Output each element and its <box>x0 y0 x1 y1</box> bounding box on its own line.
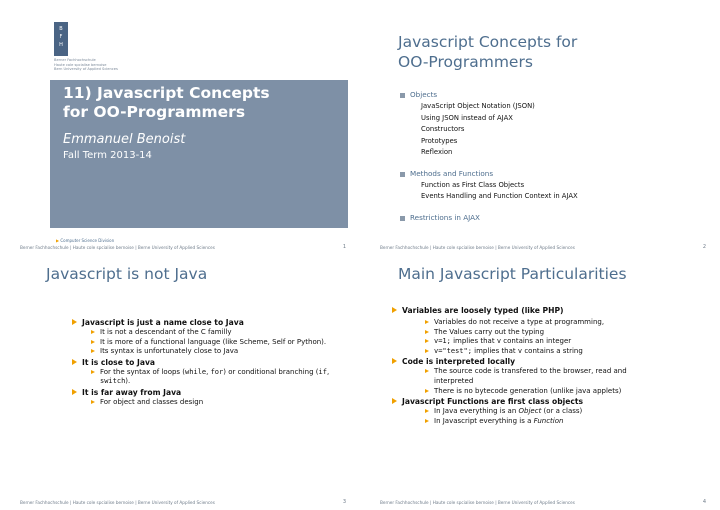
sub-bullet: There is no bytecode generation (unlike java applets) <box>434 387 649 397</box>
text-run: ) or conditional branching ( <box>223 367 319 376</box>
slide-title <box>0 0 360 255</box>
bullet: It is far away from Java <box>82 387 337 398</box>
code-v: v <box>496 337 502 346</box>
text-run: ). <box>125 377 131 385</box>
slide-title-text: Main Javascript Particularities <box>398 265 627 283</box>
sub-bullets <box>82 328 337 357</box>
slide-js-not-java <box>0 255 360 510</box>
text-run: implies that <box>450 337 497 346</box>
outline-section <box>410 213 710 222</box>
outline-subitems <box>410 101 710 159</box>
text-run: implies that <box>471 346 518 355</box>
code-while: while <box>185 367 207 376</box>
sub-bullet <box>434 337 702 347</box>
institution-lines <box>54 58 118 72</box>
sub-bullets <box>82 398 337 408</box>
outline-subitems <box>410 180 710 203</box>
sub-bullets <box>402 367 649 396</box>
code-switch: switch <box>100 377 126 385</box>
sub-bullet: Its syntax is unfortunately close to Java <box>100 347 337 357</box>
sub-bullet: The source code is transfered to the browser, read and interpreted <box>434 367 649 386</box>
bullet: Javascript is just a name close to Java <box>82 317 337 328</box>
bullet: It is close to Java <box>82 357 337 368</box>
sub-bullet <box>434 407 702 417</box>
text-run: , <box>326 367 330 376</box>
outline-subitem: Function as First Class Objects <box>421 180 525 189</box>
bullet: Variables are loosely typed (like PHP) <box>402 305 702 316</box>
institution-line: Berner Fachhochschule <box>54 58 96 62</box>
code-if: if <box>318 367 327 376</box>
division-text: Computer Science Division <box>60 238 115 243</box>
bullet-list <box>82 317 337 407</box>
sub-bullet: It is more of a functional language (like Scheme, Self or Python). <box>100 338 337 348</box>
footer-text: Berner Fachhochschule | Haute cole spcialise bernoise | Berne University of Applied Sciences <box>20 245 215 250</box>
sub-bullet: The Values carry out the typing <box>434 328 702 338</box>
text-run: In Javascript everything is a <box>434 416 534 425</box>
slide-title-text: Javascript is not Java <box>46 265 208 283</box>
code-v: v <box>517 346 523 355</box>
sub-bullet <box>434 347 702 357</box>
sub-bullets <box>402 318 702 356</box>
outline-subitem: Events Handling and Function Context in AJAX <box>421 192 578 200</box>
code-assign-string: v="test"; <box>434 346 472 355</box>
sub-bullet: It is not a descendant of the C familly <box>100 328 337 338</box>
code-for: for <box>210 367 224 376</box>
slide-js-particularities <box>360 255 720 510</box>
slide-outline <box>360 0 720 255</box>
bullet: Code is interpreted locally <box>402 356 702 367</box>
emphasis-function: Function <box>533 416 564 425</box>
slide-footer <box>0 241 360 255</box>
logo-letter-b: B <box>59 26 63 32</box>
outline-section <box>410 169 710 203</box>
division-bullet-icon: ▶ <box>56 238 60 243</box>
institution-line: Bern University of Applied Sciences <box>54 67 118 72</box>
slide-footer <box>360 241 720 255</box>
sub-bullet <box>100 368 337 387</box>
sub-bullet: For object and classes design <box>100 398 337 408</box>
page-number: 4 <box>702 499 706 505</box>
logo <box>54 22 68 56</box>
outline-subitem: Prototypes <box>421 136 458 145</box>
bullet: Javascript Functions are first class objects <box>402 396 702 407</box>
title-panel <box>50 80 348 228</box>
term: Fall Term 2013-14 <box>63 150 152 161</box>
sub-bullets <box>402 407 702 426</box>
outline-list <box>410 90 710 222</box>
slide-title-text: Javascript Concepts for OO-Programmers <box>398 33 578 71</box>
text-run: , <box>206 367 211 376</box>
outline-subitem: Reflexion <box>421 148 453 156</box>
page-number: 3 <box>342 499 346 505</box>
outline-subitem: Constructors <box>421 125 465 133</box>
institution-line: Haute cole spcialise bernoise <box>54 62 107 67</box>
outline-section-label: Restrictions in AJAX <box>410 213 710 222</box>
outline-section <box>410 90 710 159</box>
slide-footer <box>0 496 360 510</box>
outline-subitem: JavaScript Object Notation (JSON) <box>421 102 535 110</box>
text-run: (or a class) <box>541 407 583 416</box>
sub-bullets <box>82 368 337 387</box>
emphasis-object: Object <box>518 407 542 416</box>
code-assign-int: v=1; <box>434 337 451 346</box>
outline-section-label: Methods and Functions <box>410 169 710 178</box>
outline-subitem: Using JSON instead of AJAX <box>421 113 513 122</box>
footer-text: Berner Fachhochschule | Haute cole spcialise bernoise | Berne University of Applied Sciences <box>20 500 215 505</box>
sub-bullet <box>434 417 702 427</box>
slide-main-title: 11) Javascript Concepts for OO-Programmers <box>63 84 270 121</box>
logo-letter-f: F <box>59 34 63 40</box>
page-number: 1 <box>342 244 346 250</box>
logo-letter-h: H <box>59 42 63 48</box>
slide-footer <box>360 496 720 510</box>
text-run: contains a string <box>522 346 583 355</box>
footer-text: Berner Fachhochschule | Haute cole spcialise bernoise | Berne University of Applied Sciences <box>380 500 575 505</box>
text-run: For the syntax of loops ( <box>100 367 186 376</box>
text-run: In Java everything is an <box>434 407 519 416</box>
sub-bullet: Variables do not receive a type at programming, <box>434 318 702 328</box>
page-number: 2 <box>702 244 706 250</box>
author: Emmanuel Benoist <box>63 132 186 147</box>
footer-text: Berner Fachhochschule | Haute cole spcialise bernoise | Berne University of Applied Sciences <box>380 245 575 250</box>
text-run: contains an integer <box>501 337 572 346</box>
bullet-list <box>402 305 702 426</box>
outline-section-label: Objects <box>410 90 710 99</box>
